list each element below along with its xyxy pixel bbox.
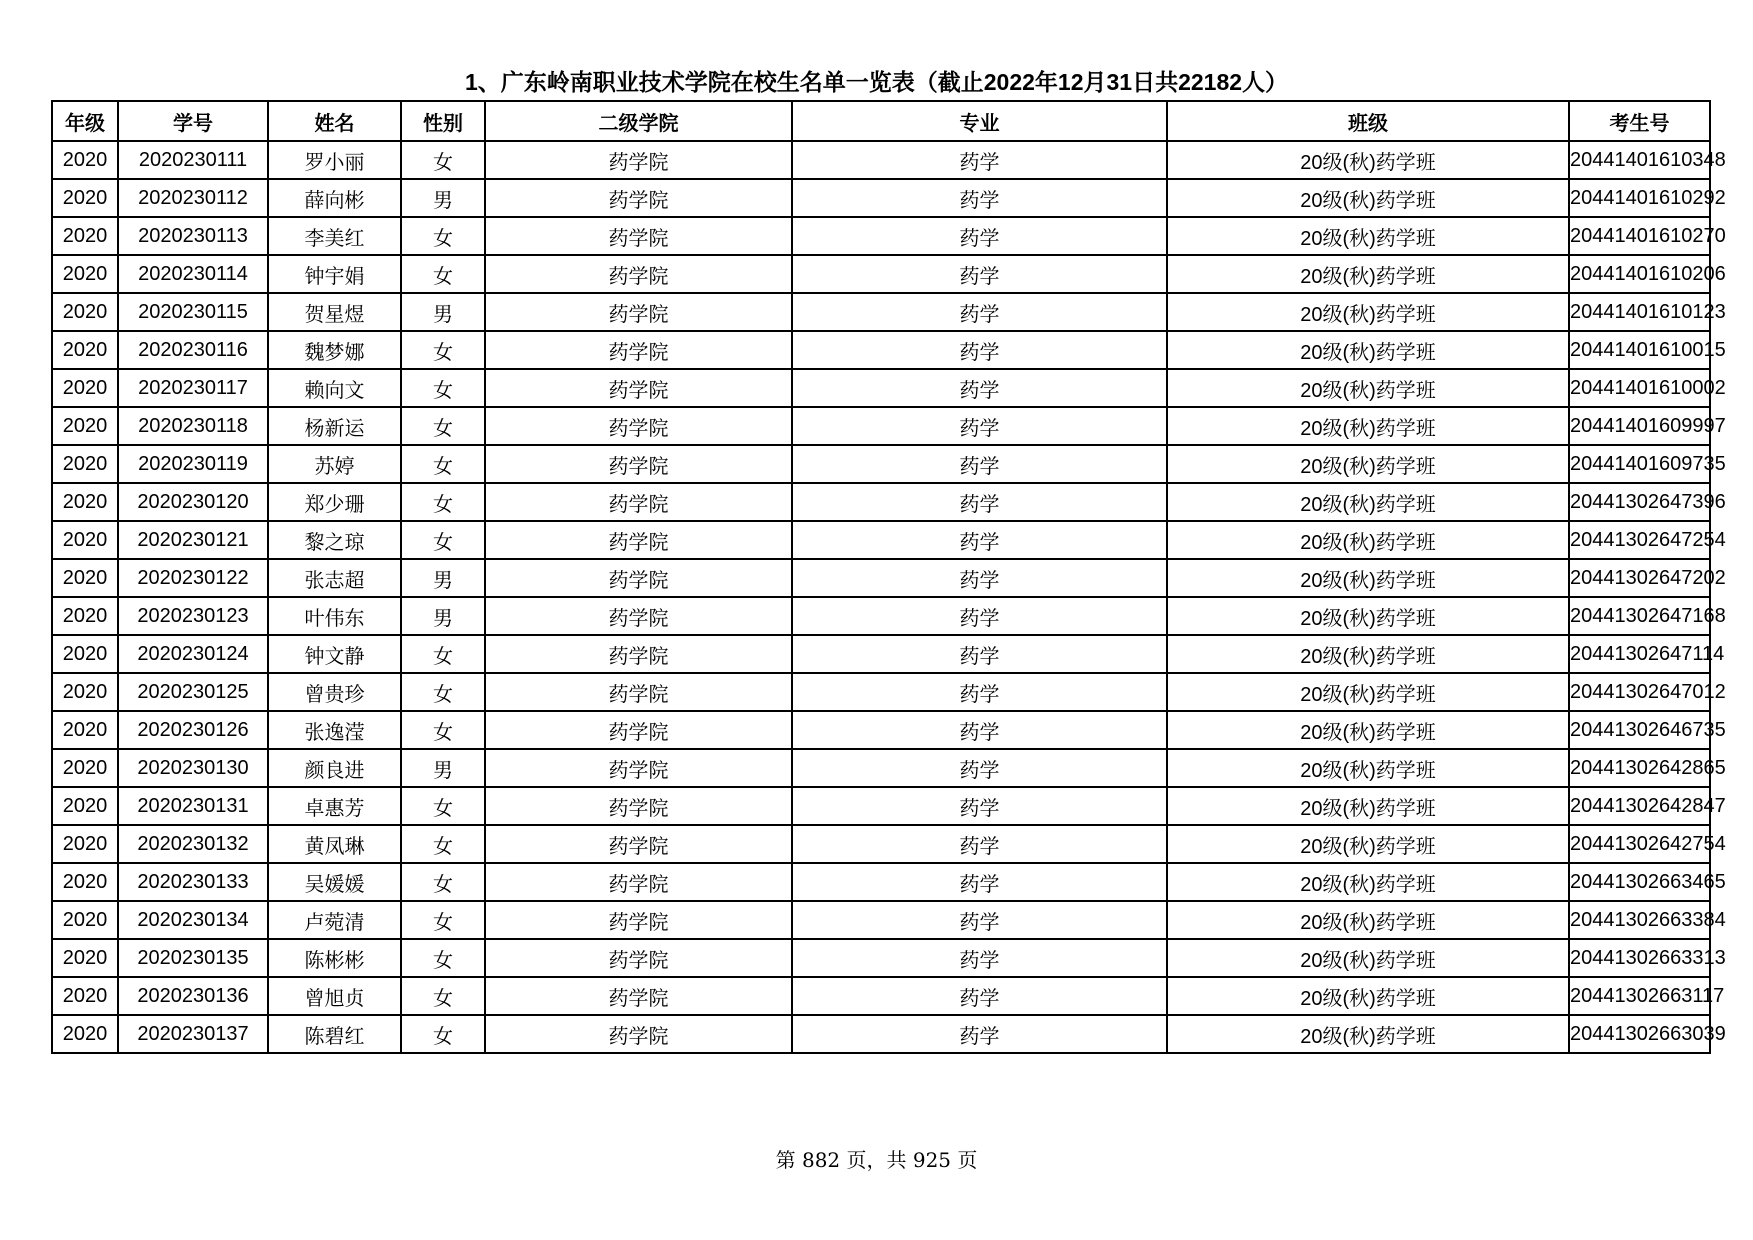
- table-row: [52, 939, 1710, 977]
- cell-grade: 2020: [52, 483, 118, 521]
- cell-major: 药学: [792, 863, 1167, 901]
- cell-college: 药学院: [485, 293, 792, 331]
- cell-gender: 女: [401, 407, 485, 445]
- cell-name: 卢菀清: [268, 901, 401, 939]
- table-row: [52, 179, 1710, 217]
- cell-major: 药学: [792, 787, 1167, 825]
- cell-major: 药学: [792, 711, 1167, 749]
- cell-exam-number: 20441401610015: [1569, 331, 1710, 369]
- cell-gender: 女: [401, 787, 485, 825]
- table-row: [52, 673, 1710, 711]
- cell-exam-number: 20441401610348: [1569, 141, 1710, 179]
- table-row: [52, 711, 1710, 749]
- cell-major: 药学: [792, 407, 1167, 445]
- cell-name: 郑少珊: [268, 483, 401, 521]
- cell-gender: 男: [401, 559, 485, 597]
- cell-class: 20级(秋)药学班: [1167, 559, 1569, 597]
- cell-gender: 女: [401, 711, 485, 749]
- cell-college: 药学院: [485, 141, 792, 179]
- cell-exam-number: 20441401610292: [1569, 179, 1710, 217]
- cell-gender: 女: [401, 939, 485, 977]
- cell-grade: 2020: [52, 863, 118, 901]
- cell-exam-number: 20441401610002: [1569, 369, 1710, 407]
- header-grade: 年级: [52, 101, 118, 141]
- table-row: [52, 901, 1710, 939]
- cell-major: 药学: [792, 217, 1167, 255]
- header-major: 专业: [792, 101, 1167, 141]
- table-row: [52, 749, 1710, 787]
- cell-college: 药学院: [485, 787, 792, 825]
- cell-major: 药学: [792, 635, 1167, 673]
- cell-grade: 2020: [52, 825, 118, 863]
- cell-exam-number: 20441302663313: [1569, 939, 1710, 977]
- cell-exam-number: 20441302646735: [1569, 711, 1710, 749]
- cell-exam-number: 20441302647168: [1569, 597, 1710, 635]
- cell-major: 药学: [792, 939, 1167, 977]
- cell-major: 药学: [792, 901, 1167, 939]
- cell-student-id: 2020230123: [118, 597, 268, 635]
- cell-major: 药学: [792, 597, 1167, 635]
- cell-college: 药学院: [485, 863, 792, 901]
- table-row: [52, 559, 1710, 597]
- cell-name: 陈碧红: [268, 1015, 401, 1053]
- cell-major: 药学: [792, 369, 1167, 407]
- cell-college: 药学院: [485, 597, 792, 635]
- cell-student-id: 2020230114: [118, 255, 268, 293]
- cell-student-id: 2020230111: [118, 141, 268, 179]
- cell-name: 薛向彬: [268, 179, 401, 217]
- cell-student-id: 2020230136: [118, 977, 268, 1015]
- cell-college: 药学院: [485, 749, 792, 787]
- cell-major: 药学: [792, 293, 1167, 331]
- cell-exam-number: 20441302647396: [1569, 483, 1710, 521]
- cell-grade: 2020: [52, 255, 118, 293]
- cell-grade: 2020: [52, 179, 118, 217]
- cell-name: 颜良进: [268, 749, 401, 787]
- cell-gender: 男: [401, 749, 485, 787]
- cell-college: 药学院: [485, 255, 792, 293]
- cell-exam-number: 20441302642865: [1569, 749, 1710, 787]
- cell-college: 药学院: [485, 711, 792, 749]
- cell-college: 药学院: [485, 1015, 792, 1053]
- cell-major: 药学: [792, 977, 1167, 1015]
- cell-college: 药学院: [485, 939, 792, 977]
- cell-exam-number: 20441302647254: [1569, 521, 1710, 559]
- cell-exam-number: 20441302663039: [1569, 1015, 1710, 1053]
- cell-grade: 2020: [52, 1015, 118, 1053]
- table-body: [52, 141, 1726, 1053]
- table-row: [52, 331, 1710, 369]
- cell-exam-number: 20441401610123: [1569, 293, 1710, 331]
- cell-exam-number: 20441302647114: [1569, 635, 1710, 673]
- cell-class: 20级(秋)药学班: [1167, 901, 1569, 939]
- table-row: [52, 255, 1710, 293]
- cell-grade: 2020: [52, 673, 118, 711]
- document-title: 1、广东岭南职业技术学院在校生名单一览表（截止2022年12月31日共22182人）: [464, 69, 1289, 95]
- cell-major: 药学: [792, 483, 1167, 521]
- cell-class: 20级(秋)药学班: [1167, 597, 1569, 635]
- cell-student-id: 2020230122: [118, 559, 268, 597]
- student-roster-table: [51, 100, 1726, 1054]
- cell-grade: 2020: [52, 293, 118, 331]
- cell-name: 黄凤琳: [268, 825, 401, 863]
- table-row: [52, 141, 1710, 179]
- cell-college: 药学院: [485, 217, 792, 255]
- cell-exam-number: 20441401609735: [1569, 445, 1710, 483]
- cell-name: 张逸滢: [268, 711, 401, 749]
- cell-exam-number: 20441302663465: [1569, 863, 1710, 901]
- cell-class: 20级(秋)药学班: [1167, 863, 1569, 901]
- table-row: [52, 483, 1710, 521]
- cell-class: 20级(秋)药学班: [1167, 521, 1569, 559]
- cell-gender: 女: [401, 977, 485, 1015]
- table-row: [52, 597, 1710, 635]
- cell-major: 药学: [792, 255, 1167, 293]
- cell-college: 药学院: [485, 673, 792, 711]
- cell-student-id: 2020230113: [118, 217, 268, 255]
- table-row: [52, 787, 1710, 825]
- cell-gender: 女: [401, 863, 485, 901]
- cell-student-id: 2020230126: [118, 711, 268, 749]
- cell-grade: 2020: [52, 977, 118, 1015]
- cell-student-id: 2020230137: [118, 1015, 268, 1053]
- table-row: [52, 635, 1710, 673]
- cell-exam-number: 20441302642847: [1569, 787, 1710, 825]
- table-row: [52, 977, 1710, 1015]
- cell-gender: 女: [401, 825, 485, 863]
- table-row: [52, 863, 1710, 901]
- header-exam-number: 考生号: [1569, 101, 1710, 141]
- cell-student-id: 2020230134: [118, 901, 268, 939]
- cell-student-id: 2020230131: [118, 787, 268, 825]
- cell-class: 20级(秋)药学班: [1167, 939, 1569, 977]
- cell-grade: 2020: [52, 597, 118, 635]
- cell-grade: 2020: [52, 217, 118, 255]
- header-student-id: 学号: [118, 101, 268, 141]
- cell-college: 药学院: [485, 635, 792, 673]
- cell-exam-number: 20441302663117: [1569, 977, 1710, 1015]
- cell-class: 20级(秋)药学班: [1167, 825, 1569, 863]
- cell-major: 药学: [792, 141, 1167, 179]
- cell-grade: 2020: [52, 141, 118, 179]
- cell-gender: 女: [401, 331, 485, 369]
- cell-gender: 男: [401, 179, 485, 217]
- cell-college: 药学院: [485, 901, 792, 939]
- cell-grade: 2020: [52, 711, 118, 749]
- cell-class: 20级(秋)药学班: [1167, 787, 1569, 825]
- cell-college: 药学院: [485, 179, 792, 217]
- cell-exam-number: 20441401610270: [1569, 217, 1710, 255]
- cell-name: 贺星煜: [268, 293, 401, 331]
- cell-name: 杨新运: [268, 407, 401, 445]
- header-gender: 性别: [401, 101, 485, 141]
- cell-class: 20级(秋)药学班: [1167, 445, 1569, 483]
- cell-name: 赖向文: [268, 369, 401, 407]
- cell-exam-number: 20441401609997: [1569, 407, 1710, 445]
- cell-gender: 女: [401, 521, 485, 559]
- cell-grade: 2020: [52, 939, 118, 977]
- cell-name: 吴媛媛: [268, 863, 401, 901]
- cell-major: 药学: [792, 1015, 1167, 1053]
- cell-grade: 2020: [52, 787, 118, 825]
- cell-grade: 2020: [52, 635, 118, 673]
- cell-college: 药学院: [485, 521, 792, 559]
- cell-gender: 男: [401, 597, 485, 635]
- cell-college: 药学院: [485, 977, 792, 1015]
- cell-grade: 2020: [52, 521, 118, 559]
- cell-exam-number: 20441401610206: [1569, 255, 1710, 293]
- cell-class: 20级(秋)药学班: [1167, 483, 1569, 521]
- cell-major: 药学: [792, 749, 1167, 787]
- cell-class: 20级(秋)药学班: [1167, 407, 1569, 445]
- cell-student-id: 2020230132: [118, 825, 268, 863]
- header-college: 二级学院: [485, 101, 792, 141]
- cell-class: 20级(秋)药学班: [1167, 141, 1569, 179]
- table-row: [52, 293, 1710, 331]
- cell-student-id: 2020230135: [118, 939, 268, 977]
- cell-student-id: 2020230112: [118, 179, 268, 217]
- cell-class: 20级(秋)药学班: [1167, 331, 1569, 369]
- table-row: [52, 217, 1710, 255]
- cell-gender: 男: [401, 293, 485, 331]
- cell-name: 钟文静: [268, 635, 401, 673]
- cell-name: 罗小丽: [268, 141, 401, 179]
- cell-name: 苏婷: [268, 445, 401, 483]
- cell-name: 钟宇娟: [268, 255, 401, 293]
- cell-class: 20级(秋)药学班: [1167, 179, 1569, 217]
- cell-college: 药学院: [485, 407, 792, 445]
- cell-college: 药学院: [485, 559, 792, 597]
- cell-exam-number: 20441302647202: [1569, 559, 1710, 597]
- cell-major: 药学: [792, 331, 1167, 369]
- cell-class: 20级(秋)药学班: [1167, 711, 1569, 749]
- cell-name: 魏梦娜: [268, 331, 401, 369]
- cell-grade: 2020: [52, 559, 118, 597]
- cell-college: 药学院: [485, 331, 792, 369]
- header-name: 姓名: [268, 101, 401, 141]
- cell-college: 药学院: [485, 825, 792, 863]
- cell-class: 20级(秋)药学班: [1167, 255, 1569, 293]
- cell-student-id: 2020230116: [118, 331, 268, 369]
- table-header-row: [52, 101, 1710, 141]
- cell-student-id: 2020230130: [118, 749, 268, 787]
- cell-student-id: 2020230118: [118, 407, 268, 445]
- cell-major: 药学: [792, 825, 1167, 863]
- cell-class: 20级(秋)药学班: [1167, 369, 1569, 407]
- cell-exam-number: 20441302663384: [1569, 901, 1710, 939]
- cell-name: 叶伟东: [268, 597, 401, 635]
- cell-student-id: 2020230120: [118, 483, 268, 521]
- cell-student-id: 2020230124: [118, 635, 268, 673]
- cell-gender: 女: [401, 1015, 485, 1053]
- cell-name: 卓惠芳: [268, 787, 401, 825]
- cell-college: 药学院: [485, 445, 792, 483]
- page-number-footer: 第 882 页，共 925 页: [775, 1148, 978, 1172]
- cell-name: 张志超: [268, 559, 401, 597]
- table-row: [52, 369, 1710, 407]
- cell-gender: 女: [401, 901, 485, 939]
- cell-class: 20级(秋)药学班: [1167, 749, 1569, 787]
- table-row: [52, 825, 1710, 863]
- cell-class: 20级(秋)药学班: [1167, 217, 1569, 255]
- cell-gender: 女: [401, 445, 485, 483]
- cell-gender: 女: [401, 369, 485, 407]
- cell-student-id: 2020230133: [118, 863, 268, 901]
- cell-gender: 女: [401, 483, 485, 521]
- table-row: [52, 407, 1710, 445]
- cell-name: 曾贵珍: [268, 673, 401, 711]
- cell-gender: 女: [401, 635, 485, 673]
- cell-name: 曾旭贞: [268, 977, 401, 1015]
- cell-name: 黎之琼: [268, 521, 401, 559]
- cell-gender: 女: [401, 255, 485, 293]
- cell-student-id: 2020230119: [118, 445, 268, 483]
- table-row: [52, 521, 1710, 559]
- cell-college: 药学院: [485, 369, 792, 407]
- cell-major: 药学: [792, 673, 1167, 711]
- cell-student-id: 2020230115: [118, 293, 268, 331]
- cell-major: 药学: [792, 445, 1167, 483]
- cell-gender: 女: [401, 673, 485, 711]
- cell-grade: 2020: [52, 407, 118, 445]
- cell-grade: 2020: [52, 369, 118, 407]
- cell-student-id: 2020230125: [118, 673, 268, 711]
- cell-class: 20级(秋)药学班: [1167, 1015, 1569, 1053]
- cell-class: 20级(秋)药学班: [1167, 977, 1569, 1015]
- cell-name: 陈彬彬: [268, 939, 401, 977]
- cell-major: 药学: [792, 521, 1167, 559]
- table-row: [52, 1015, 1710, 1053]
- cell-major: 药学: [792, 179, 1167, 217]
- cell-class: 20级(秋)药学班: [1167, 673, 1569, 711]
- cell-student-id: 2020230117: [118, 369, 268, 407]
- cell-exam-number: 20441302647012: [1569, 673, 1710, 711]
- table-row: [52, 445, 1710, 483]
- cell-class: 20级(秋)药学班: [1167, 635, 1569, 673]
- cell-exam-number: 20441302642754: [1569, 825, 1710, 863]
- cell-gender: 女: [401, 141, 485, 179]
- cell-student-id: 2020230121: [118, 521, 268, 559]
- cell-grade: 2020: [52, 331, 118, 369]
- cell-grade: 2020: [52, 749, 118, 787]
- cell-class: 20级(秋)药学班: [1167, 293, 1569, 331]
- cell-name: 李美红: [268, 217, 401, 255]
- cell-grade: 2020: [52, 901, 118, 939]
- cell-major: 药学: [792, 559, 1167, 597]
- cell-college: 药学院: [485, 483, 792, 521]
- cell-grade: 2020: [52, 445, 118, 483]
- cell-gender: 女: [401, 217, 485, 255]
- header-class: 班级: [1167, 101, 1569, 141]
